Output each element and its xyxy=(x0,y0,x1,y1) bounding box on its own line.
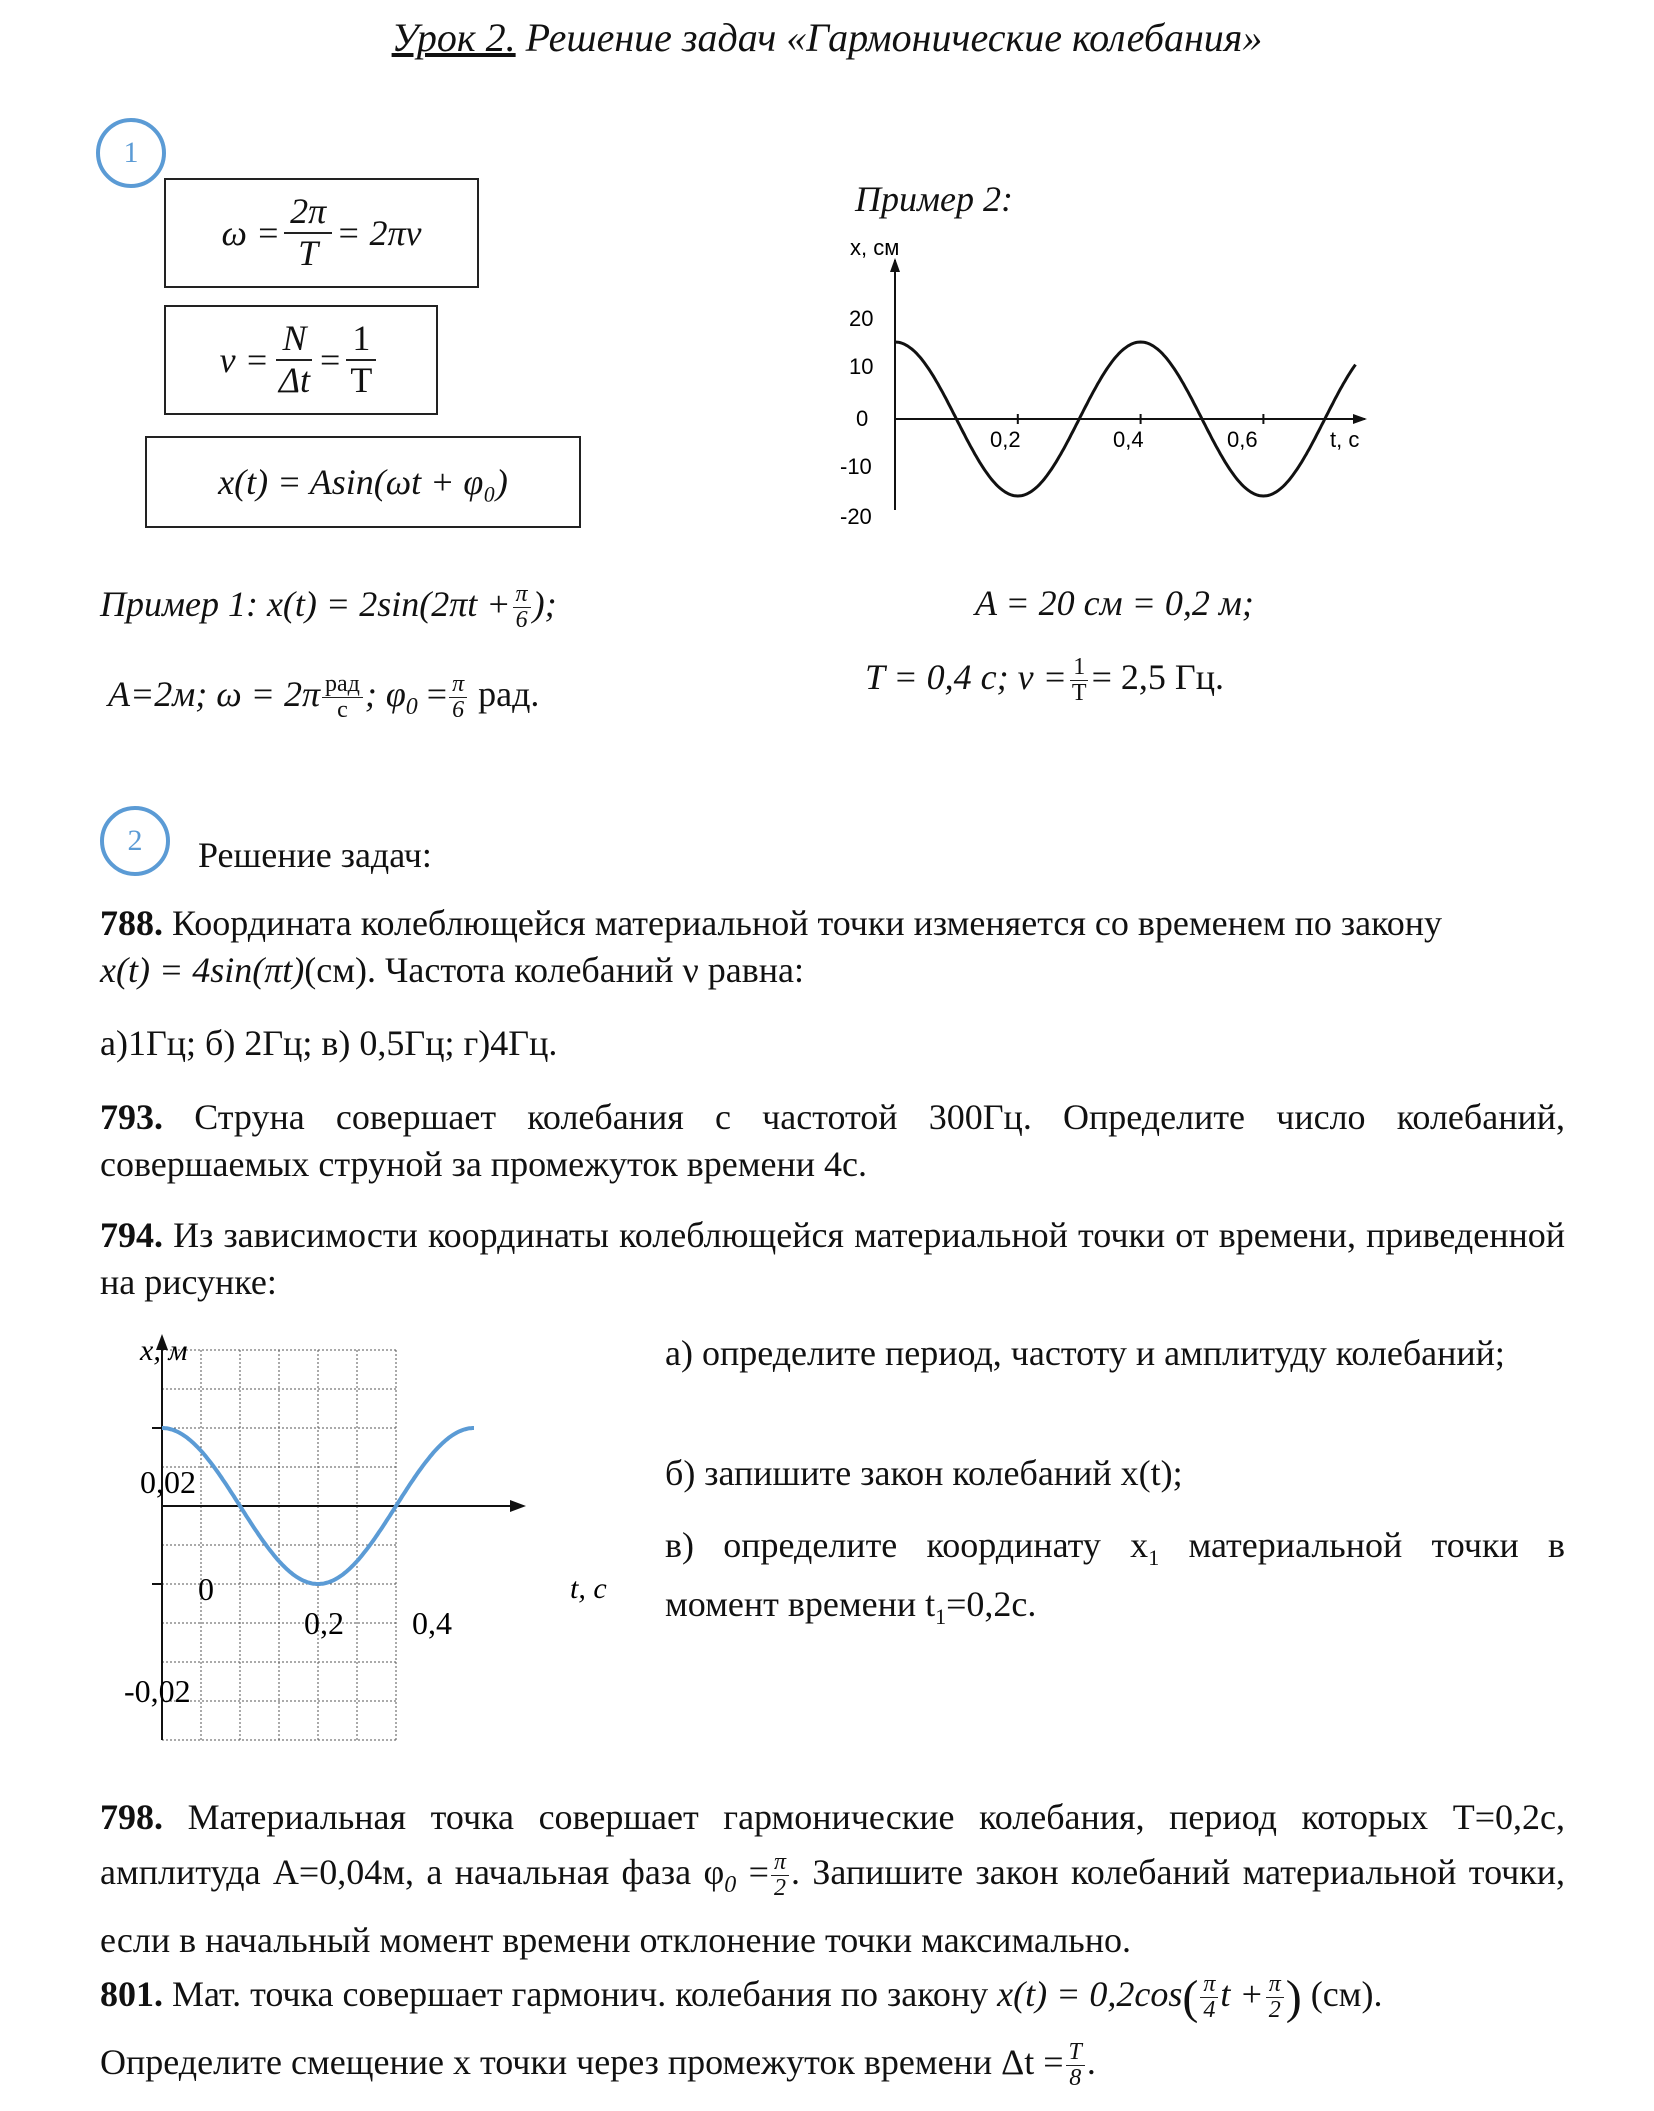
chart1-x-tick-02: 0,2 xyxy=(990,427,1021,452)
example-2-chart xyxy=(820,230,1380,540)
example-2-label: Пример 2: xyxy=(855,179,1013,219)
problem-794-chart xyxy=(110,1330,630,1760)
chart2-y-axis-label: x, м xyxy=(140,1334,188,1367)
chart1-x-axis-label: t, с xyxy=(1330,427,1360,452)
problem-793: 793. Струна совершает колебания с частотой 300Гц. Определите число колебаний, совершаемых струной за промежуток времени 4с. xyxy=(100,1097,1565,1184)
chart1-y-tick-20: 20 xyxy=(849,306,874,331)
chart2-y-tick-002: 0,02 xyxy=(140,1464,196,1500)
problem-801-line-1: 801. Мат. точка совершает гармонич. колебания по закону x(t) = 0,2cos( $\frac{\pi}{4}$ t + $\frac{\pi}{2}$ ) (см). xyxy=(100,1970,1383,2024)
section-2-badge: 2 xyxy=(100,806,170,876)
chart1-y-tick-minus10: -10 xyxy=(840,454,872,479)
page-title: Урок 2. Решение задач «Гармонические колебания» xyxy=(391,15,1263,60)
section-1-badge: 1 xyxy=(96,118,166,188)
example-2-result-2: T = 0,4 с; ν = $\frac{1}{T}$ = 2,5 Гц. xyxy=(865,654,1224,707)
formula-nu: ν = $\frac{N}{\Delta t}$ = $\frac{1}{T}$ xyxy=(164,305,438,415)
chart1-y-tick-0: 0 xyxy=(856,406,869,431)
formula-omega: ω = $\frac{2\pi}{T}$ = 2πν xyxy=(164,178,479,288)
chart1-y-arrow xyxy=(890,258,900,272)
chart2-x-tick-04: 0,4 xyxy=(412,1605,452,1641)
chart2-x-arrow xyxy=(510,1500,526,1512)
chart1-y-axis-label: x, см xyxy=(850,235,900,260)
example-1-line-1: Пример 1: x(t) = 2sin(2πt + $\frac{\pi}{6}$ ); xyxy=(100,581,557,634)
chart2-x-tick-02: 0,2 xyxy=(304,1605,344,1641)
section-2-heading: Решение задач: xyxy=(198,835,432,875)
chart2-x-axis-label: t, с xyxy=(570,1572,607,1605)
chart2-y-tick-minus002: -0,02 xyxy=(124,1673,191,1709)
problem-798: 798. Материальная точка совершает гармонические колебания, период которых T=0,2с, амплитуда A=0,04м, а начальная фаза $\varphi_0$ = $\frac{\pi}{2}$ . Запишите закон колебаний материальной точки, если в начальный момент времени отклонение точки максимально. xyxy=(100,1797,1565,1961)
problem-794-item-b: б) запишите закон колебаний x(t); xyxy=(665,1453,1183,1493)
problem-788-answers: а)1Гц; б) 2Гц; в) 0,5Гц; г)4Гц. xyxy=(100,1023,558,1063)
example-1-line-2: A=2м; ω = 2π $\frac{\text{рад}}{с}$ ; $\varphi_0$ = $\frac{\pi}{6}$ рад. xyxy=(108,671,540,724)
problem-794-item-a: а) определите период, частоту и амплитуду колебаний; xyxy=(665,1333,1505,1373)
problem-794: 794. Из зависимости координаты колеблющейся материальной точки от времени, приведенной на рисунке: xyxy=(100,1215,1565,1302)
problem-801-line-2: Определите смещение x точки через промежуток времени Δt = $\frac{T}{8}$ . xyxy=(100,2039,1096,2092)
example-2-result-1: A = 20 см = 0,2 м; xyxy=(975,583,1254,623)
chart1-x-tick-06: 0,6 xyxy=(1227,427,1258,452)
formula-harmonic-law: x(t) = Asin(ωt + φ₀) xyxy=(145,436,581,528)
chart1-y-tick-minus20: -20 xyxy=(840,504,872,529)
problem-794-item-c: в) определите координату $x_1$ материальной точки в момент времени $t_1=0,2с$. xyxy=(665,1525,1565,1630)
chart1-x-arrow xyxy=(1353,414,1367,424)
chart2-y-tick-0: 0 xyxy=(198,1571,214,1607)
chart1-x-tick-04: 0,4 xyxy=(1113,427,1144,452)
problem-788: 788. Координата колеблющейся материальной точки изменяется со временем по закону x(t) = 4sin(πt)(см). Частота колебаний ν равна: xyxy=(100,903,1443,990)
chart1-y-tick-10: 10 xyxy=(849,354,874,379)
